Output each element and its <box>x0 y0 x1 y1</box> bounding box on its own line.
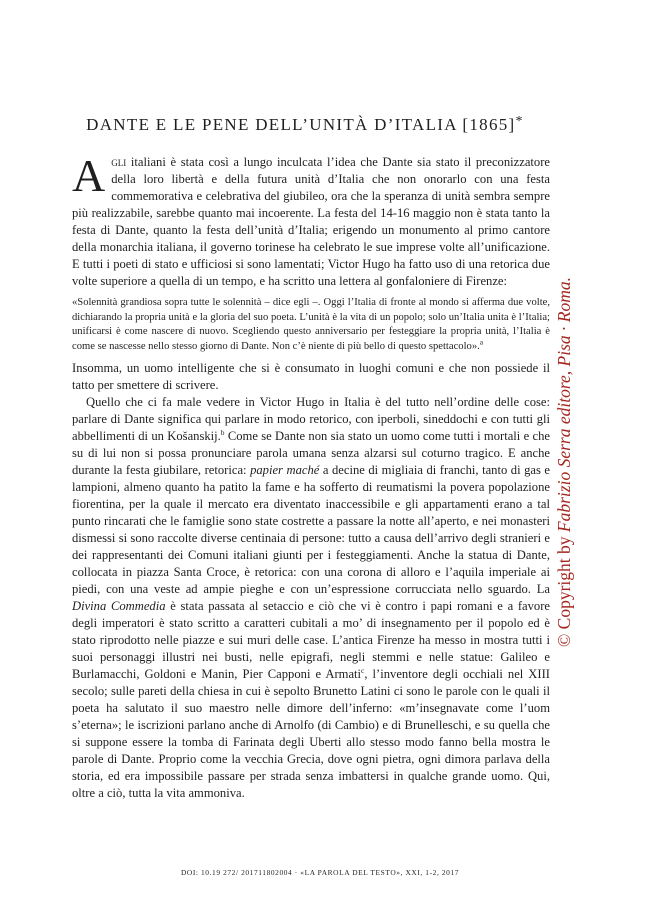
p3-part-d: è stata passata al setaccio e ciò che vi è contro i papi romani e a favore degli imperatori è stato scritto a caratteri cubitali a mo’ di insegnamento per il popolo ed è stato riprodotto nelle piazze e sui muri delle case. L’antica Firenze ha messo in mostra tutti i suoi personaggi illustri nei busti, nelle epigrafi, negli stemmi e nelle statue: Galileo e Burlamacchi, Goldoni e Manin, Pier Capponi e Armati <box>72 599 550 681</box>
title-text: DANTE E LE PENE DELL’UNITÀ D’ITALIA [1865] <box>86 115 516 134</box>
paragraph-1 <box>72 150 550 290</box>
footnote-ref-c: c <box>361 665 365 675</box>
title-footnote-mark: * <box>515 114 524 129</box>
block-quote <box>72 296 550 354</box>
paragraph-3 <box>72 394 550 802</box>
p3-part-c: a decine di migliaia di franchi, tanto di gas e lampioni, almeno quanto ha patito la fame e ha sofferto di reumatismi la povera popolazione fiorentina, per la quale il mercato era diventato inaccessibile e gli appartamenti erano a tal punto rincarati che le famiglie sono state costrette a passare la notte all’aperto, e nei monasteri dismessi si sono raccolte diverse centinaia di persone: tutto a causa dell’arrivo degli stranieri e dei rappresentanti dei Comuni italiani giunti per i festeggiamenti. Anche la statua di Dante, collocata in piazza Santa Croce, è retorica: con una corona di alloro e l’aquila imperiale ai piedi, con una veste ad ampie pieghe e con un’espressione corrucciata nello sguardo. La <box>72 463 550 596</box>
lead-small-caps: gli <box>111 155 127 169</box>
copyright-prefix: © Copyright by <box>554 532 574 647</box>
p3-italic-commedia: Divina Commedia <box>72 599 166 613</box>
p3-italic-papier: papier maché <box>250 463 320 477</box>
p3-part-a: Quello che ci fa male vedere in Victor Hugo in Italia è del tutto nell’ordine delle cose: parlare di Dante significa qui parlare in modo retorico, con iperboli, sineddochi e con tutti gli abbellimenti di un Košanskij. <box>72 395 550 443</box>
p3-part-b: Come se Dante non sia stato un uomo come tutti i mortali e che su di lui non si possa pronunciare parola umana senza alzarsi sul coturno tragico. E anche durante la festa giubilare, retorica: <box>72 429 550 477</box>
p3-part-e: , l’inventore degli occhiali nel XIII secolo; sulle pareti della chiesa in cui è sepolto Brunetto Latini ci sono le parole con le quali il poeta ha salutato il suo maestro nelle dimore dell’inferno: «m’insegnavate come l’uom s’eterna»; le iscrizioni parlano anche di Arnolfo (di Cambio) e di Brunelleschi, e su quella che si suppone essere la tomba di Farinata degli Uberti allo stesso modo fanno bella mostra le parole di Dante. Proprio come la vecchia Grecia, dove ogni pietra, ogni dimora parlava della storia, ed era impossibile passare per strada senza imbattersi in qualche grande uomo. Qui, oltre a ciò, tutta la vita ammoniva. <box>72 667 550 800</box>
paragraph-2: Insomma, un uomo intelligente che si è consumato in luoghi comuni e che non possiede il tatto per smettere di scrivere. <box>72 361 550 392</box>
drop-cap: A <box>72 150 106 201</box>
footnote-ref-b: b <box>220 427 225 437</box>
article-body <box>72 150 550 802</box>
paragraph-1-text: italiani è stata così a lungo inculcata l’idea che Dante sia stato il preconizzatore della loro libertà e della futura unità d’Italia che non onorarlo con una festa commemorativa e celebrativa del giubileo, ora che la speranza di unità sembra sempre più realizzabile, sarebbe quanto mai incoerente. La festa del 14-16 maggio non è stata tanto la festa di Dante, quanto la festa dell’unità d’Italia; erigendo un monumento al primo cantore della monarchia italiana, il governo torinese ha celebrato le sue imprese volte all’unificazione. E tutti i poeti di stato e ufficiosi si sono lamentati; Victor Hugo ha fatto uso di una retorica due volte superiore a quella di un tempo, e ha scritto una lettera al gonfaloniere di Firenze: <box>72 155 550 288</box>
page-footer: DOI: 10.19 272/ 201711802004 · «LA PAROLA DEL TESTO», XXI, 1-2, 2017 <box>180 868 460 877</box>
copyright-notice <box>548 242 580 682</box>
footnote-ref-a: a <box>479 336 484 346</box>
quote-text: «Solennità grandiosa sopra tutte le solennità – dice egli –. Oggi l’Italia di fronte al mondo si afferma due volte, dichiarando la propria unità e la gloria del suo poeta. L’unità è la vita di un popolo; solo un’Italia unita è l’Italia; unificarsi è come nascere di nuovo. Scegliendo questo anniversario per festeggiare la propria unità, l’Italia è come se nascesse nello stesso giorno di Dante. Non c’è niente di più bello di questo spettacolo». <box>72 297 550 352</box>
copyright-publisher: Fabrizio Serra editore, Pisa · Roma. <box>554 277 574 533</box>
article-title <box>40 114 570 135</box>
